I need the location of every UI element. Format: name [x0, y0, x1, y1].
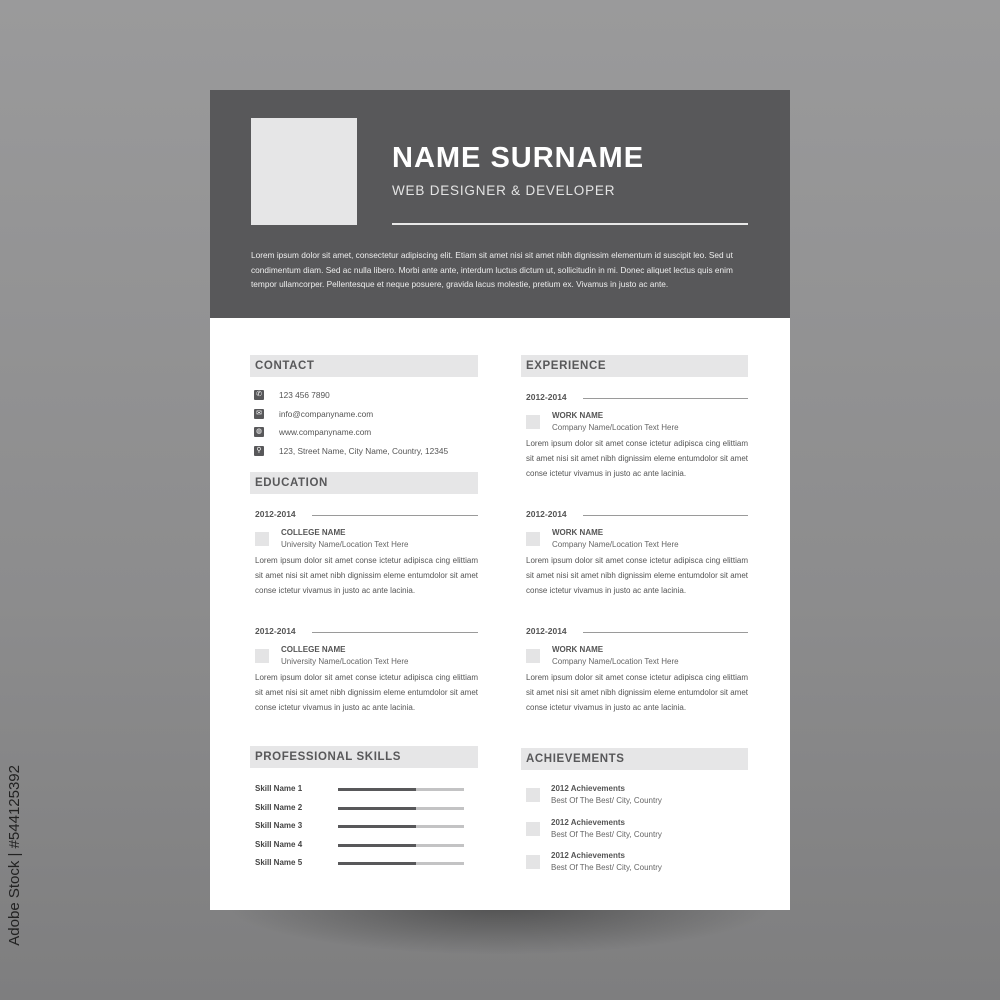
skill-bar	[338, 807, 464, 810]
achievement-icon-placeholder	[526, 788, 540, 802]
contact-text: 123 456 7890	[279, 390, 330, 400]
achievements-heading: ACHIEVEMENTS	[521, 748, 748, 770]
name: NAME SURNAME	[392, 142, 645, 174]
entry-icon-placeholder	[255, 532, 269, 546]
entry-date: 2012-2014	[255, 509, 296, 519]
education-heading: EDUCATION	[250, 472, 478, 494]
email-icon: ✉	[254, 409, 264, 419]
entry-description: Lorem ipsum dolor sit amet conse ictetur adipisca cing elittiam sit amet nisi sit amet nibh dignissim eleme entumdolor sit amet conse ictetur vivamus in justo ac ante lacinia.	[526, 556, 748, 596]
skill-bar	[338, 825, 464, 828]
date-divider	[583, 398, 748, 399]
experience-heading: EXPERIENCE	[521, 355, 748, 377]
skill-name: Skill Name 2	[255, 802, 303, 812]
entry-date: 2012-2014	[526, 392, 567, 402]
skill-bar-fill	[338, 862, 416, 865]
date-divider	[583, 515, 748, 516]
entry-description: Lorem ipsum dolor sit amet conse ictetur adipisca cing elittiam sit amet nisi sit amet nibh dignissim eleme entumdolor sit amet conse ictetur vivamus in justo ac ante lacinia.	[255, 673, 478, 713]
phone-icon: ✆	[254, 390, 264, 400]
date-divider	[312, 632, 478, 633]
skill-bar	[338, 862, 464, 865]
achievement-subtitle: Best Of The Best/ City, Country	[551, 829, 662, 839]
entry-icon-placeholder	[526, 415, 540, 429]
skills-heading: PROFESSIONAL SKILLS	[250, 746, 478, 768]
entry-title: WORK NAME	[552, 528, 604, 537]
achievement-icon-placeholder	[526, 822, 540, 836]
page-shadow	[225, 905, 775, 955]
contact-text: info@companyname.com	[279, 408, 374, 419]
contact-text: 123, Street Name, City Name, Country, 12345	[279, 445, 449, 456]
job-title: WEB DESIGNER & DEVELOPER	[392, 183, 616, 198]
skill-bar-fill	[338, 844, 416, 847]
achievement-title: 2012 Achievements	[551, 784, 625, 793]
entry-description: Lorem ipsum dolor sit amet conse ictetur adipisca cing elittiam sit amet nisi sit amet nibh dignissim eleme entumdolor sit amet conse ictetur vivamus in justo ac ante lacinia.	[526, 439, 748, 479]
date-divider	[312, 515, 478, 516]
entry-icon-placeholder	[526, 649, 540, 663]
skill-name: Skill Name 5	[255, 858, 303, 867]
entry-subtitle: University Name/Location Text Here	[281, 657, 409, 666]
contact-heading: CONTACT	[250, 355, 478, 377]
photo-placeholder	[251, 118, 357, 225]
resume-header	[210, 90, 790, 318]
entry-subtitle: Company Name/Location Text Here	[552, 423, 679, 432]
entry-icon-placeholder	[526, 532, 540, 546]
skill-bar	[338, 788, 464, 791]
contact-text: www.companyname.com	[279, 427, 372, 437]
achievement-icon-placeholder	[526, 855, 540, 869]
entry-subtitle: University Name/Location Text Here	[281, 540, 409, 549]
globe-icon: ◍	[255, 428, 263, 435]
skill-bar-fill	[338, 788, 416, 791]
divider	[392, 223, 748, 225]
entry-title: COLLEGE NAME	[281, 645, 346, 654]
entry-description: Lorem ipsum dolor sit amet conse ictetur adipisca cing elittiam sit amet nisi sit amet nibh dignissim eleme entumdolor sit amet conse ictetur vivamus in justo ac ante lacinia.	[526, 673, 748, 713]
achievement-subtitle: Best Of The Best/ City, Country	[551, 863, 662, 872]
skill-bar-fill	[338, 807, 416, 810]
summary: Lorem ipsum dolor sit amet, consectetur adipiscing elit. Etiam sit amet nisi sit amet nibh dignissim elementum id suscipit leo. Sed ut condimentum diam. Sed ac nulla libero. Morbi ante ante, interdum luctus dictum ut, sollicitudin in mi. Donec aliquet lectus quis enim tempor ullamcorper. Pellentesque et neque posuere, gravida lacus molestie, pretium ex. Vivamus in justo ac ante.	[251, 250, 733, 290]
date-divider	[583, 632, 748, 633]
achievement-subtitle: Best Of The Best/ City, Country	[551, 796, 662, 805]
resume-sheet	[210, 90, 790, 910]
entry-description: Lorem ipsum dolor sit amet conse ictetur adipisca cing elittiam sit amet nisi sit amet nibh dignissim eleme entumdolor sit amet conse ictetur vivamus in justo ac ante lacinia.	[255, 556, 478, 596]
skill-name: Skill Name 3	[255, 821, 303, 830]
skill-bar-fill	[338, 825, 416, 828]
entry-date: 2012-2014	[526, 626, 567, 636]
entry-title: COLLEGE NAME	[281, 528, 346, 537]
skill-name: Skill Name 1	[255, 784, 303, 793]
location-icon: ⚲	[254, 446, 264, 456]
entry-title: WORK NAME	[552, 645, 604, 654]
entry-date: 2012-2014	[255, 626, 296, 636]
achievement-title: 2012 Achievements	[551, 817, 625, 827]
achievement-title: 2012 Achievements	[551, 851, 625, 860]
entry-title: WORK NAME	[552, 411, 604, 420]
entry-icon-placeholder	[255, 649, 269, 663]
entry-subtitle: Company Name/Location Text Here	[552, 540, 679, 549]
entry-subtitle: Company Name/Location Text Here	[552, 657, 679, 666]
skill-bar	[338, 844, 464, 847]
skill-name: Skill Name 4	[255, 839, 303, 849]
watermark-id: Adobe Stock | #544125392	[6, 765, 23, 946]
entry-date: 2012-2014	[526, 509, 567, 519]
